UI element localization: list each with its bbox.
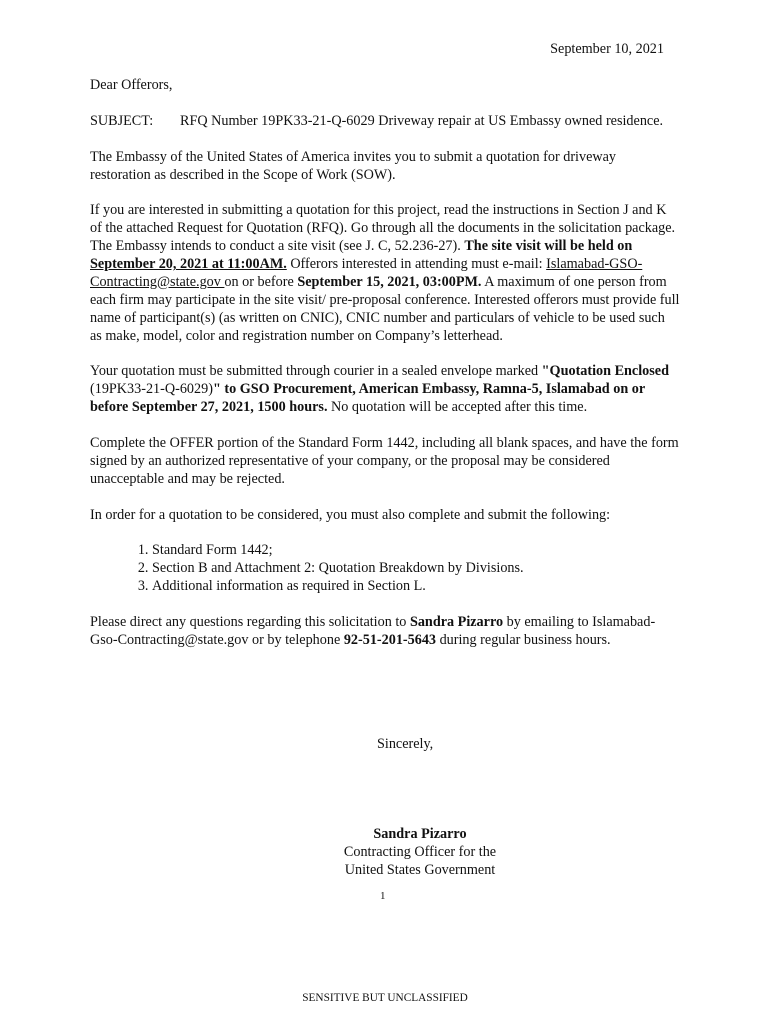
site-visit-text-2: Offerors interested in attending must e-mail: [286,256,547,273]
contact-phone: 92-51-201-5643 [343,631,437,648]
site-visit-text-1: If you are interested in submitting a quotation for this project, read the instructions in Section J and K of the attached Request for Quotation (RFQ). Go through all the documents in the solicitation package. The Embassy intends to conduct a site visit (see J. C, 52.236-27). [90,202,676,255]
submission-rfq-number: (19PK33-21-Q-6029) [90,381,213,398]
submission-bold-2: " to GSO Procurement, American Embassy, Ramna-5, Islamabad on or before September 27, 2021, 1500 hours. [90,381,645,416]
classification-footer: SENSITIVE BUT UNCLASSIFIED [302,992,468,1004]
requirements-list [90,542,680,596]
site-visit-date: September 20, 2021 at 11:00AM. [90,256,287,273]
closing: Sincerely, [377,736,434,752]
letter-body [90,77,680,668]
paragraph-site-visit [90,202,680,345]
site-visit-text-4: A maximum of one person from each firm may participate in the site visit/ pre-proposal conference. Interested offerors must provide full name of participant(s) (as written on CNIC), CNIC number and particulars of vehicle to be used such as make, model, color and registration number on Company’s letterhead. [90,273,680,344]
list-item: 3. Additional information as required in Section L. [152,578,680,596]
list-item: 2. Section B and Attachment 2: Quotation Breakdown by Divisions. [152,560,680,578]
list-item: 1. Standard Form 1442; [152,542,680,560]
page-number: 1 [380,890,386,902]
subject-text: RFQ Number 19PK33-21-Q-6029 Driveway repair at US Embassy owned residence. [180,112,664,129]
signature-block [300,826,540,880]
signatory-title-2: United States Government [344,861,496,878]
site-visit-bold-1: The site visit will be held on [464,238,633,255]
contact-text-1: Please direct any questions regarding this solicitation to [90,614,410,631]
paragraph-offer-form: Complete the OFFER portion of the Standard Form 1442, including all blank spaces, and have the form signed by an authorized representative of your company, or the proposal may be considered unacceptable and may be rejected. [90,435,679,487]
contracting-email-link[interactable]: Islamabad-GSO-Contracting@state.gov [90,256,643,290]
paragraph-submission [90,363,680,417]
subject-line [90,113,680,131]
contact-name: Sandra Pizarro [409,614,504,631]
submission-text-1: Your quotation must be submitted through courier in a sealed envelope marked [90,363,542,380]
paragraph-requirements: In order for a quotation to be considered, you must also complete and submit the following: [90,506,611,523]
paragraph-invitation: The Embassy of the United States of America invites you to submit a quotation for driveway restoration as described in the Scope of Work (SOW). [90,148,617,183]
letter-date: September 10, 2021 [550,41,664,57]
subject-label: SUBJECT: [90,112,154,129]
contact-text-3: during regular business hours. [436,631,611,648]
submission-text-3: No quotation will be accepted after this time. [327,399,588,416]
submission-bold-1: "Quotation Enclosed [541,363,669,380]
signatory-name: Sandra Pizarro [373,826,467,842]
contact-text-2: by emailing to Islamabad-Gso-Contracting@state.gov or by telephone [90,614,656,648]
signatory-title-1: Contracting Officer for the [343,843,497,860]
salutation: Dear Offerors, [90,77,173,93]
paragraph-contact [90,614,680,650]
site-visit-text-3: on or before [224,273,298,290]
site-visit-deadline: September 15, 2021, 03:00PM. [297,273,482,290]
